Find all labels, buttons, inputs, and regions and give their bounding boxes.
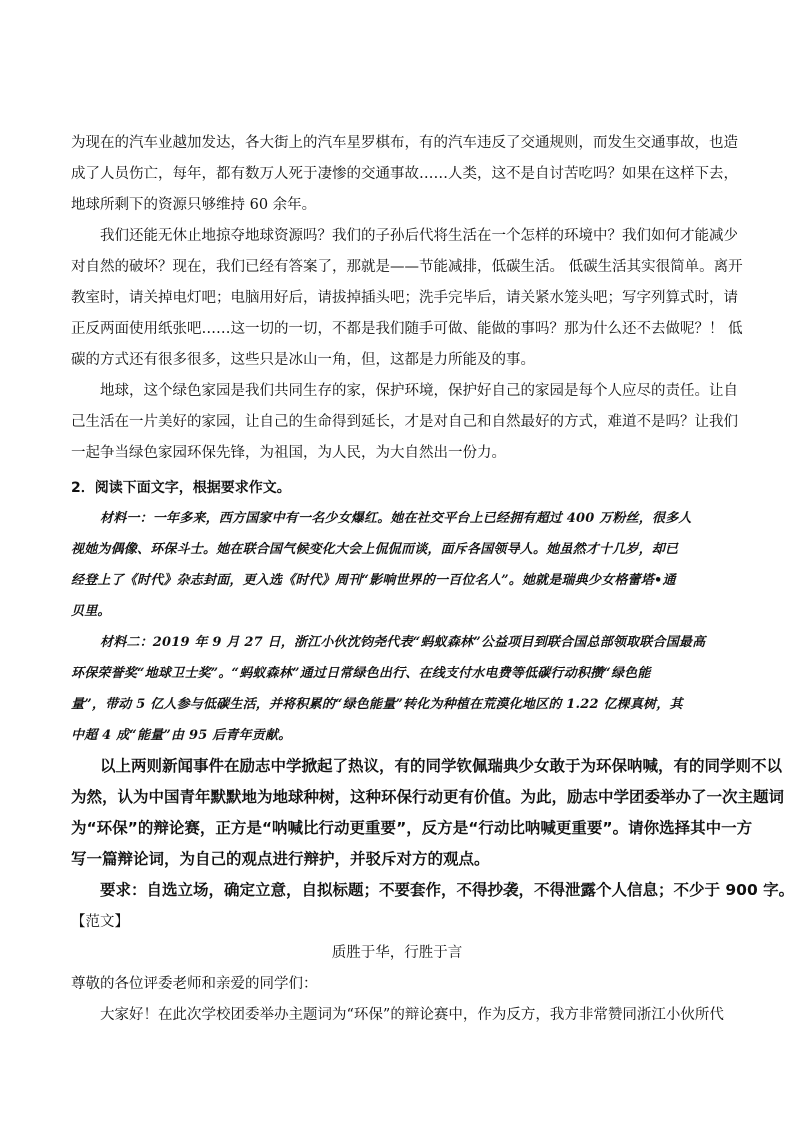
text-line: 中超 4 成“能量”由 95 后青年贡献。	[71, 728, 292, 743]
essay-paragraph-1	[71, 128, 738, 221]
text-line: 成了人员伤亡，每年，都有数万人死于凄惨的交通事故……人类，这不是自讨苦吃吗？如果在这样下去，	[71, 166, 738, 182]
model-essay	[71, 907, 723, 1031]
material-1	[71, 503, 723, 627]
text-line: 正反两面使用纸张吧……这一切的一切，不都是我们随手可做、能做的事吗？那为什么还不去做呢？！ 低	[71, 321, 743, 337]
text-line: 量”，带动 5 亿人参与低碳生活，并将积累的“绿色能量”转化为种植在荒漠化地区的 1.22 亿棵真树，其	[71, 697, 683, 712]
text-line: 碳的方式还有很多很多，这些只是冰山一角，但，这都是力所能及的事。	[71, 352, 535, 368]
salutation: 尊敬的各位评委老师和亲爱的同学们：	[71, 976, 318, 992]
text-line: 己生活在一片美好的家园，让自己的生命得到延长，才是对自己和自然最好的方式，难道不是吗？让我们	[71, 414, 738, 430]
essay-paragraph-3	[71, 376, 738, 469]
writing-prompt	[71, 751, 794, 906]
model-essay-tag: 【范文】	[71, 914, 129, 930]
text-line: 我们还能无休止地掠夺地球资源吗？我们的子孙后代将生活在一个怎样的环境中？我们如何才能减少	[100, 228, 738, 244]
text-line: 对自然的破坏？现在，我们已经有答案了，那就是——节能减排，低碳生活。 低碳生活其实很简单。离开	[71, 259, 743, 275]
requirement-line: 要求：自选立场，确定立意，自拟标题；不要套作，不得抄袭，不得泄露个人信息；不少于 900 字。	[100, 881, 794, 899]
question-heading	[71, 473, 723, 504]
text-line: 环保荣誉奖“地球卫士奖”。“蚂蚁森林”通过日常绿色出行、在线支付水电费等低碳行动积攒“绿色能	[71, 666, 651, 681]
text-line: 大家好！在此次学校团委举办主题词为“环保”的辩论赛中，作为反方，我方非常赞同浙江小伙所代	[100, 1007, 724, 1023]
text-line: 材料二：2019 年 9 月 27 日，浙江小伙沈钧尧代表“蚂蚁森林”公益项目到联合国总部领取联合国最高	[100, 635, 706, 650]
text-line: 为然，认为中国青年默默地为地球种树，这种环保行动更有价值。为此，励志中学团委举办了一次主题词	[71, 788, 785, 806]
text-line: 为现在的汽车业越加发达，各大街上的汽车星罗棋布，有的汽车违反了交通规则，而发生交通事故，也造	[71, 135, 738, 151]
question-title: 2．阅读下面文字，根据要求作文。	[71, 480, 291, 496]
text-line: 教室时，请关掉电灯吧；电脑用好后，请拔掉插头吧；洗手完毕后，请关紧水笼头吧；写字列算式时，请	[71, 290, 738, 306]
model-essay-title: 质胜于华，行胜于言	[331, 945, 463, 961]
text-line: 写一篇辩论词，为自己的观点进行辩护，并驳斥对方的观点。	[71, 850, 490, 868]
text-line: 地球，这个绿色家园是我们共同生存的家，保护环境，保护好自己的家园是每个人应尽的责任。让自	[100, 383, 738, 399]
text-line: 材料一：一年多来，西方国家中有一名少女爆红。她在社交平台上已经拥有超过 400 万粉丝，很多人	[100, 511, 692, 526]
material-2	[71, 627, 723, 751]
text-line: 经登上了《时代》杂志封面，更入选《时代》周刊“影响世界的一百位名人”。她就是瑞典少女格蕾塔•通	[71, 573, 676, 588]
text-line: 以上两则新闻事件在励志中学掀起了热议，有的同学钦佩瑞典少女敢于为环保呐喊，有的同学则不以	[100, 757, 783, 775]
text-line: 一起争当绿色家园环保先锋，为祖国，为人民，为大自然出一份力。	[71, 445, 506, 461]
essay-paragraph-2	[71, 221, 743, 376]
text-line: 为“环保”的辩论赛，正方是“呐喊比行动更重要”，反方是“行动比呐喊更重要”。请你选择其中一方	[71, 819, 753, 837]
text-line: 贝里。	[71, 604, 111, 619]
text-line: 地球所剩下的资源只够维持 60 余年。	[71, 197, 317, 213]
text-line: 视她为偶像、环保斗士。她在联合国气候变化大会上侃侃而谈，面斥各国领导人。她虽然才十几岁，却已	[71, 542, 679, 557]
